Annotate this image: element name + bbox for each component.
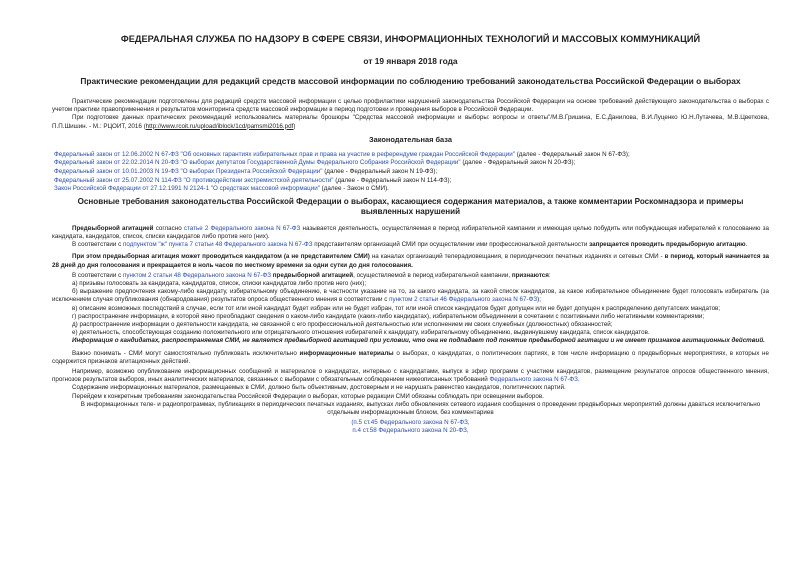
law-item [54, 177, 769, 186]
law-item [54, 185, 769, 194]
text: Например, возможно опубликование информационных сообщений и материалов о кандидатах, интервью с кандидатами, выпуск в эфир программ с участием кандидатов, размещение результатов опросов общественного мнения, прогнозов результатов выборов, иных аналитических материалов, связанных с выборами с обязательным соблюдением нижеописанных требований [52, 368, 769, 384]
emphasis: запрещается проводить предвыборную агитацию [589, 241, 746, 249]
law-item [54, 159, 769, 168]
text: . [577, 376, 580, 384]
text: называется деятельность, осуществляемая в период избирательной кампании и имеющая целью побудить или побуждающая избирателей к голосованию за кандидата, кандидатов, список, списки кандидатов либо против него (них). [52, 224, 770, 240]
list-item-e: д) распространение информации о деятельности кандидата, не связанной с его профессиональной деятельностью или исполнением им своих служебных (должностных) обязанностей; [72, 321, 613, 329]
law-link[interactable]: Федерального закона N 67-ФЗ [489, 376, 578, 384]
agitation-forms-intro [52, 272, 769, 280]
text: : [548, 271, 551, 279]
requirements-heading: Основные требования законодательства Российской Федерации о выборах, касающиеся содержания материалов, а также комментарии Роскомнадзора и примеры выявленных нарушений [77, 196, 744, 216]
law-link[interactable]: Федеральный закон от 22.02.2014 N 20-ФЗ "О выборах депутатов Государственной Думы Федерального Собрания Российской Федерации" [54, 159, 461, 167]
intro-paragraph: Практические рекомендации подготовлены для редакций средств массовой информации с целью профилактики нарушений законодательства Российской Федерации на основе требований действующего законодательства о выборах с учетом практики правоприменения и результатов мониторинга средств массовой информации в период подготовки и проведения выборов в Российской Федерации. [52, 98, 769, 114]
emphasis: предвыборной агитацией [271, 271, 354, 279]
list-item-f: е) деятельность, способствующая созданию положительного или отрицательного отношения избирателей к кандидату, избирательному объединению, выдвинувшему кандидата, список кандидатов. [72, 329, 650, 337]
law-link[interactable]: пунктом 2 статьи 46 Федерального закона N 67-ФЗ [389, 296, 538, 304]
list-item-a: а) призывы голосовать за кандидата, кандидатов, список, списки кандидатов либо против него (них); [72, 280, 367, 287]
document-title: Практические рекомендации для редакций средств массовой информации по соблюдению требований законодательства Российской Федерации о выборах [80, 76, 741, 86]
law-link[interactable]: статье 2 Федерального закона N 67-ФЗ [183, 224, 301, 232]
info-block-paragraph: В информационных теле- и радиопрограммах, публикациях в периодических печатных изданиях, выпусках либо обновлениях сетевого издания сообщения о проведении предвыборных мероприятий должны даваться исключительно отдельным информационным блоком, без комментариев [80, 400, 761, 417]
emphasis: информационные материалы [299, 349, 394, 357]
text: согласно [153, 224, 184, 232]
sources-paragraph [52, 114, 769, 130]
laws-list [54, 151, 769, 194]
reference-1[interactable]: (п.5 ст.45 Федерального закона N 67-ФЗ, [351, 419, 470, 427]
sources-end: ) [293, 122, 296, 130]
law-item [54, 151, 769, 160]
term: Предвыборной агитацией [72, 224, 154, 232]
list-item-c: в) описание возможных последствий в случае, если тот или иной кандидат будет избран или не будет избран, тот или иной список кандидатов будет допущен или не будет допущен к распределению депутатских мандатов; [72, 304, 721, 312]
law-item [54, 168, 769, 177]
emphasis: признаются [511, 271, 549, 279]
document-date: от 19 января 2018 года [363, 56, 458, 66]
emphasis: в период, который начинается за 28 дней до дня голосования и прекращается в ноль часов по местному времени за одни сутки до дня голосования. [52, 253, 769, 269]
agitation-definition [52, 225, 769, 241]
law-tail: (далее - Федеральный закон N 19-ФЗ); [322, 168, 438, 175]
info-materials-paragraph [52, 350, 769, 366]
law-link[interactable]: пунктом 2 статьи 48 Федерального закона N 67-ФЗ [122, 271, 272, 279]
transition-paragraph: Перейдем к конкретным требованиям законодательства Российской Федерации о выборах, которые редакции СМИ обязаны соблюдать при освещении выборов. [72, 392, 544, 400]
text: на каналах организаций телерадиовещания, в периодических печатных изданиях и сетевых СМИ - [369, 253, 665, 261]
info-note: Информация о кандидатах, распространяемая СМИ, не является предвыборной агитацией при условии, что она не подпадает под понятие предвыборной агитации и не имеет признаков агитационных действий. [72, 337, 765, 345]
list-item-d: г) распространение информации, в которой явно преобладают сведения о каком-либо кандидате (каких-либо кандидатах), избирательном объединении в сочетании с позитивными либо негативными комментариями; [72, 312, 705, 320]
examples-paragraph [52, 368, 769, 384]
text: представителям организаций СМИ при осуществлении ими профессиональной деятельности [312, 241, 590, 249]
objectivity-paragraph: Содержание информационных материалов, размещаемых в СМИ, должно быть объективным, достоверным и не нарушать равенство кандидатов, политических партий. [72, 384, 566, 392]
text: Важно понимать - СМИ могут самостоятельно публиковать исключительно [72, 349, 300, 357]
law-link[interactable]: Федеральный закон от 25.07.2002 N 114-ФЗ "О противодействии экстремистской деятельности" [54, 176, 334, 184]
candidate-agitation-period [52, 253, 769, 269]
law-link[interactable]: Федеральный закон от 10.01.2003 N 19-ФЗ "О выборах Президента Российской Федерации" [54, 168, 323, 175]
text: , осуществляемой в период избирательной кампании, [353, 271, 512, 279]
brochure-link[interactable]: http://www.rcoit.ru/upload/iblock/1cd/pamsmi2016.pdf [145, 122, 294, 130]
sources-text: При подготовке данных практических рекомендаций использовались материалы брошюры "Средства массовой информации и выборы: вопросы и ответы"/М.В.Гришина, Е.С.Данилова, В.И.Луценко Ю.Н.Лутачева, М.В.Цветкова, П.П.Шишин. - М.: РЦОИТ, 2016 ( [52, 114, 769, 130]
law-tail: (далее - Федеральный закон N 67-ФЗ); [514, 150, 630, 158]
text: б) выражение предпочтения какому-либо кандидату, избирательному объединению, в частности указание на то, за какого кандидата, за какой список кандидатов, за какое избирательное объединение будет голосовать избиратель (за исключением случая опубликования (обнародования) результатов опроса общественного мнения в соответствии с [52, 288, 769, 304]
media-prohibition [52, 241, 769, 249]
emphasis: При этом предвыборная агитация может проводиться кандидатом (а не представителем СМИ) [72, 253, 370, 261]
text: . [745, 241, 748, 249]
legal-base-heading: Законодательная база [369, 134, 452, 144]
law-tail: (далее - Федеральный закон N 20-ФЗ); [460, 159, 576, 167]
law-tail: (далее - Закон о СМИ). [319, 185, 389, 193]
law-tail: (далее - Федеральный закон N 114-ФЗ); [333, 176, 452, 184]
law-link[interactable]: подпунктом "ж" пункта 7 статьи 48 Федерального закона N 67-ФЗ [122, 241, 313, 249]
law-link[interactable]: Федеральный закон от 12.06.2002 N 67-ФЗ "Об основных гарантиях избирательных прав и права на участие в референдуме граждан Российской Федерации" [54, 150, 515, 158]
list-item-b [52, 288, 769, 304]
law-link[interactable]: Закон Российской Федерации от 27.12.1991 N 2124-1 "О средствах массовой информации" [54, 185, 320, 193]
text: о выборах, о кандидатах, о политических партиях, в том числе информацию о предвыборных мероприятиях, в которых не содержится признаков агитационных действий. [52, 349, 769, 365]
reference-2[interactable]: п.4 ст.58 Федерального закона N 20-ФЗ, [352, 427, 469, 435]
text: В соответствии с [72, 271, 123, 279]
text: В соответствии с [72, 241, 123, 249]
text: ); [537, 296, 541, 304]
agency-heading: ФЕДЕРАЛЬНАЯ СЛУЖБА ПО НАДЗОРУ В СФЕРЕ СВЯЗИ, ИНФОРМАЦИОННЫХ ТЕХНОЛОГИЙ И МАССОВЫХ КОММУНИКАЦИЙ [120, 34, 701, 44]
